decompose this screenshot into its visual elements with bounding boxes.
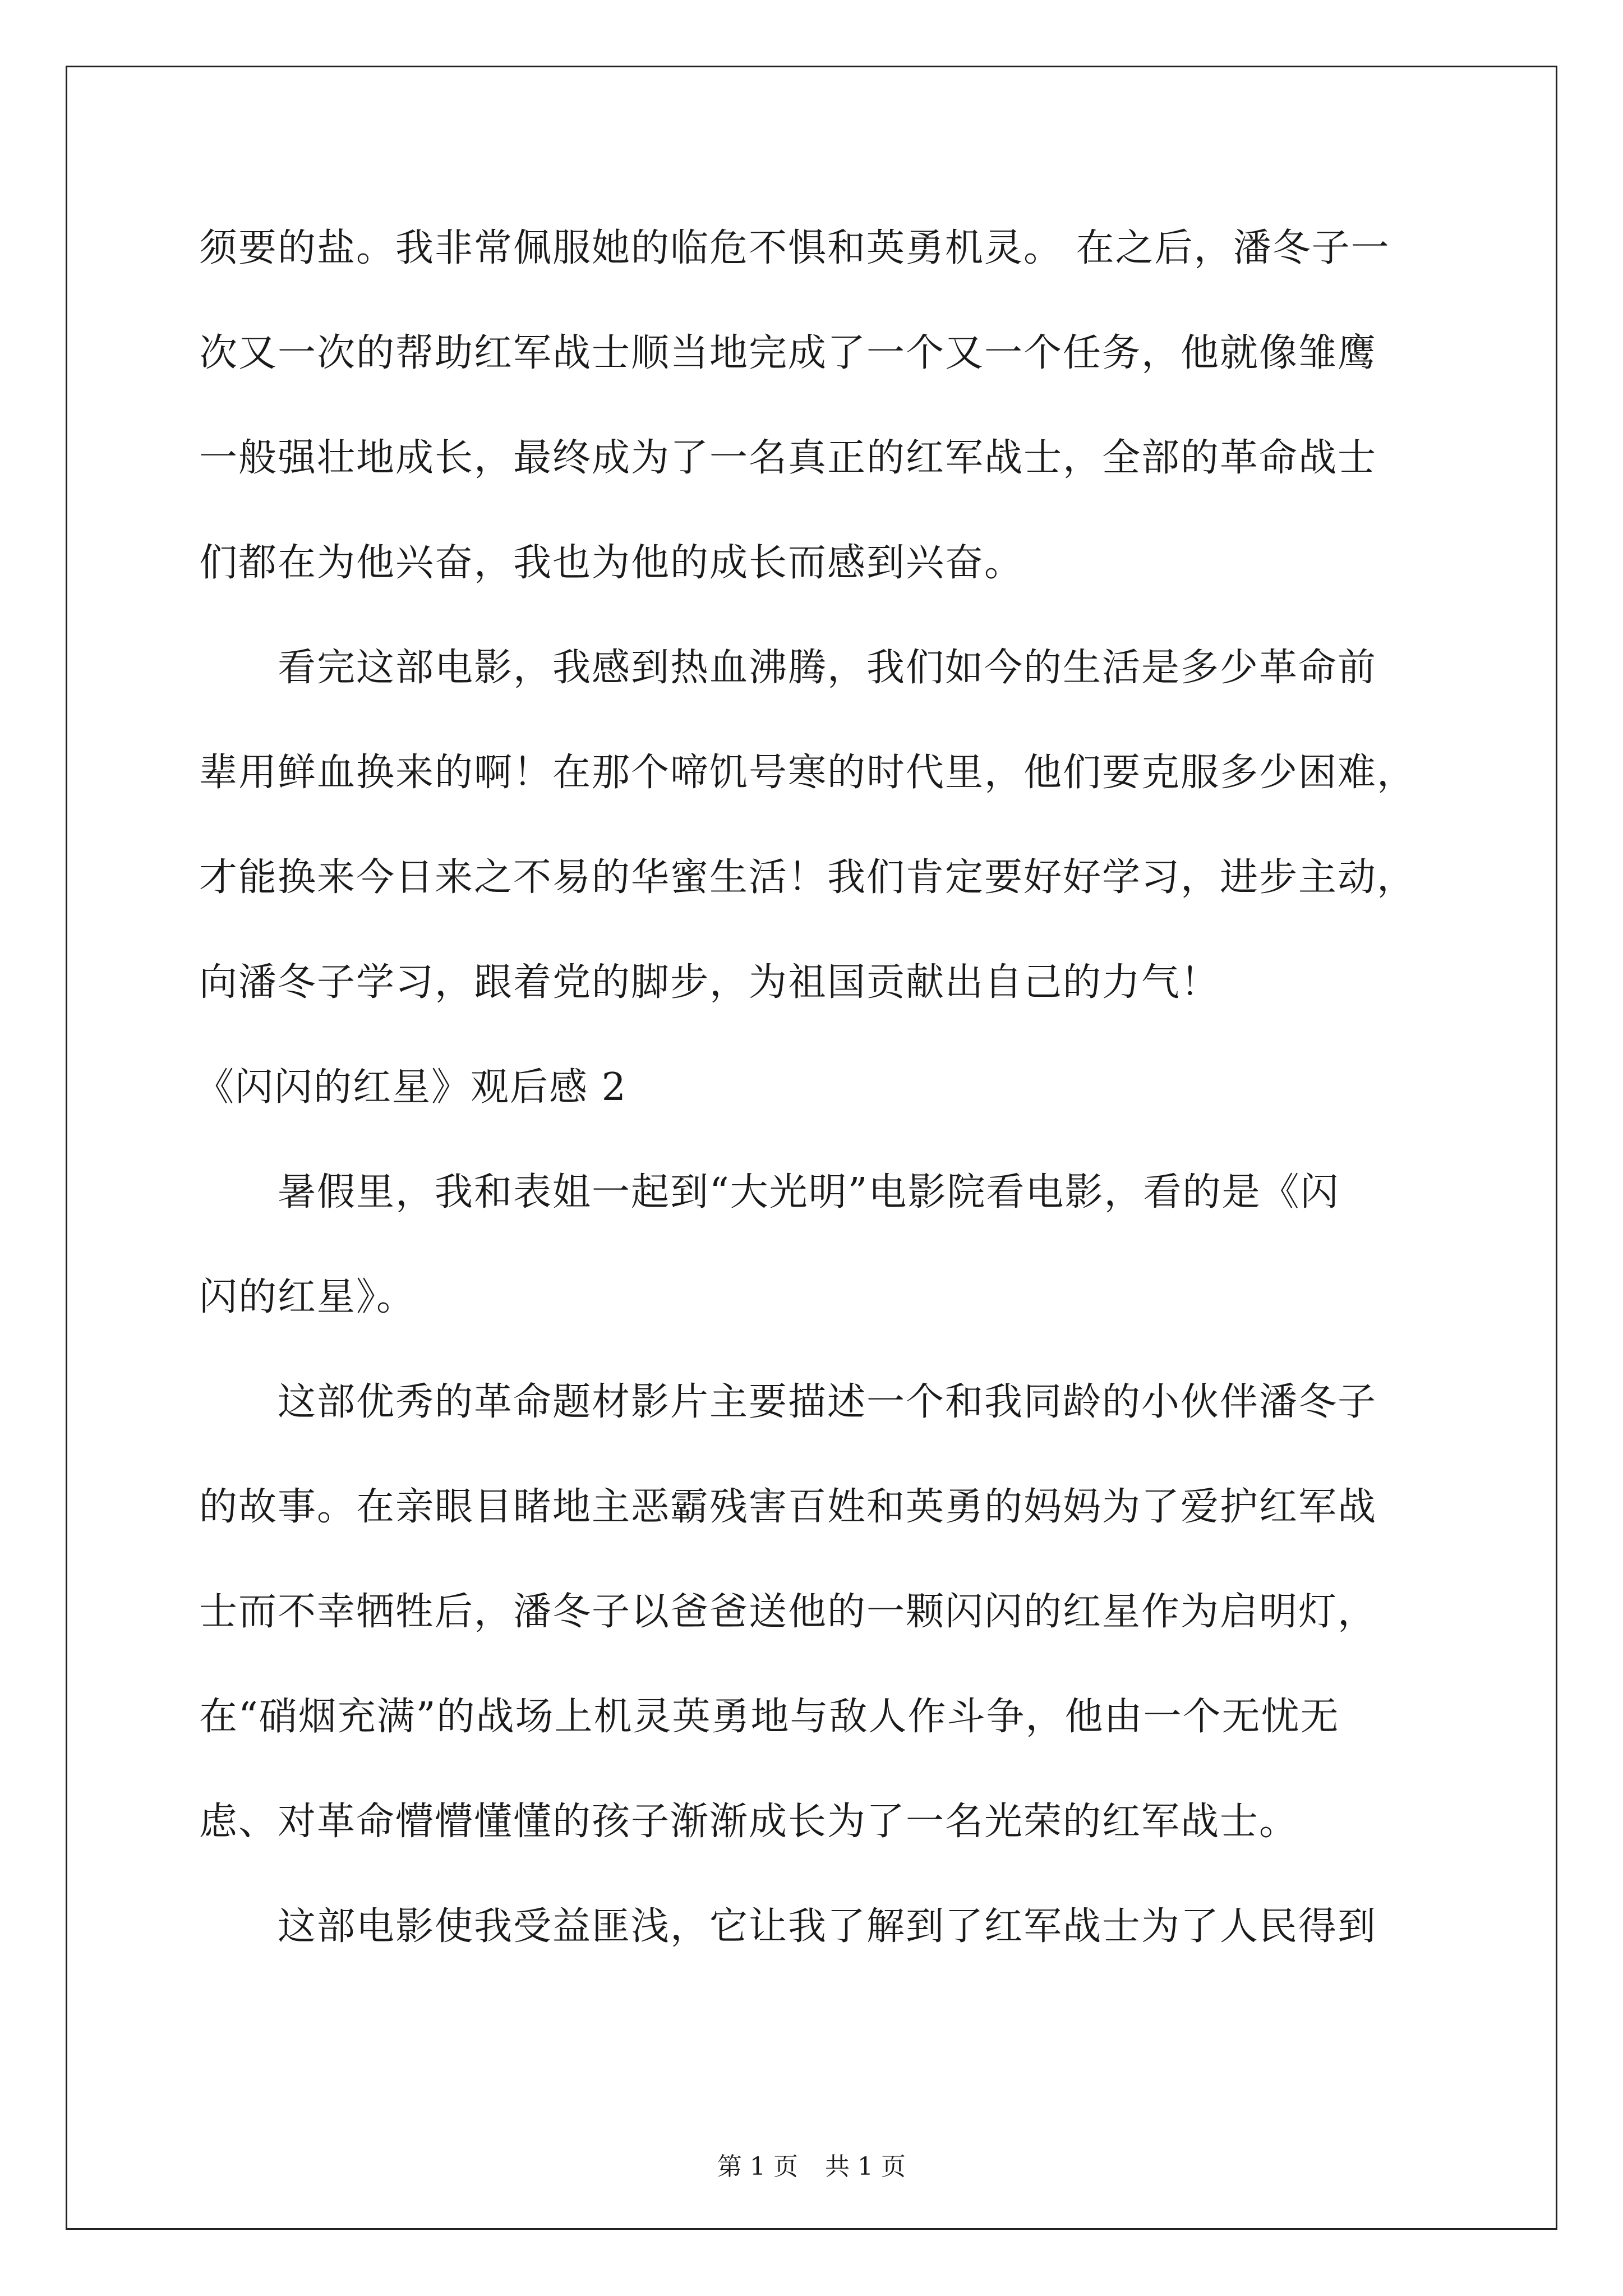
- page-number-total: 共 1 页: [825, 2152, 906, 2181]
- section-heading: 《闪闪的红星》观后感 2: [196, 1065, 627, 1110]
- paragraph-first-line: 暑假里，我和表姐一起到“大光明”电影院看电影，看的是《闪: [278, 1170, 1340, 1214]
- paragraph-first-line: 这部电影使我受益匪浅，它让我了解到了红军战士为了人民得到: [278, 1904, 1377, 1949]
- essay-body: [196, 212, 1461, 1995]
- text-line: 才能换来今日来之不易的华蜜生活！我们肯定要好好学习，进步主动，: [199, 855, 1417, 900]
- text-line: 次又一次的帮助红军战士顺当地完成了一个又一个任务，他就像雏鹰: [199, 331, 1377, 375]
- text-line: 辈用鲜血换来的啊！在那个啼饥号寒的时代里，他们要克服多少困难，: [199, 751, 1417, 795]
- text-line: 一般强壮地成长，最终成为了一名真正的红军战士，全部的革命战士: [199, 436, 1377, 480]
- text-line: 们都在为他兴奋，我也为他的成长而感到兴奋。: [199, 541, 1024, 585]
- text-line: 士而不幸牺牲后，潘冬子以爸爸送他的一颗闪闪的红星作为启明灯，: [199, 1590, 1377, 1634]
- paragraph-first-line: 看完这部电影，我感到热血沸腾，我们如今的生活是多少革命前: [278, 646, 1377, 690]
- text-line: 须要的盐。我非常佩服她的临危不惧和英勇机灵。 在之后，潘冬子一: [199, 226, 1390, 270]
- text-line: 虑、对革命懵懵懂懂的孩子渐渐成长为了一名光荣的红军战士。: [199, 1800, 1299, 1844]
- page-footer: [0, 2151, 1623, 2183]
- page-number-current: 第 1 页: [717, 2152, 798, 2181]
- text-line: 的故事。在亲眼目睹地主恶霸残害百姓和英勇的妈妈为了爱护红军战: [199, 1485, 1377, 1529]
- text-line: 向潘冬子学习，跟着党的脚步，为祖国贡献出自己的力气！: [199, 960, 1220, 1005]
- text-line: 在“硝烟充满”的战场上机灵英勇地与敌人作斗争，他由一个无忧无: [199, 1695, 1340, 1739]
- paragraph-first-line: 这部优秀的革命题材影片主要描述一个和我同龄的小伙伴潘冬子: [278, 1380, 1377, 1424]
- text-line: 闪的红星》。: [199, 1275, 416, 1319]
